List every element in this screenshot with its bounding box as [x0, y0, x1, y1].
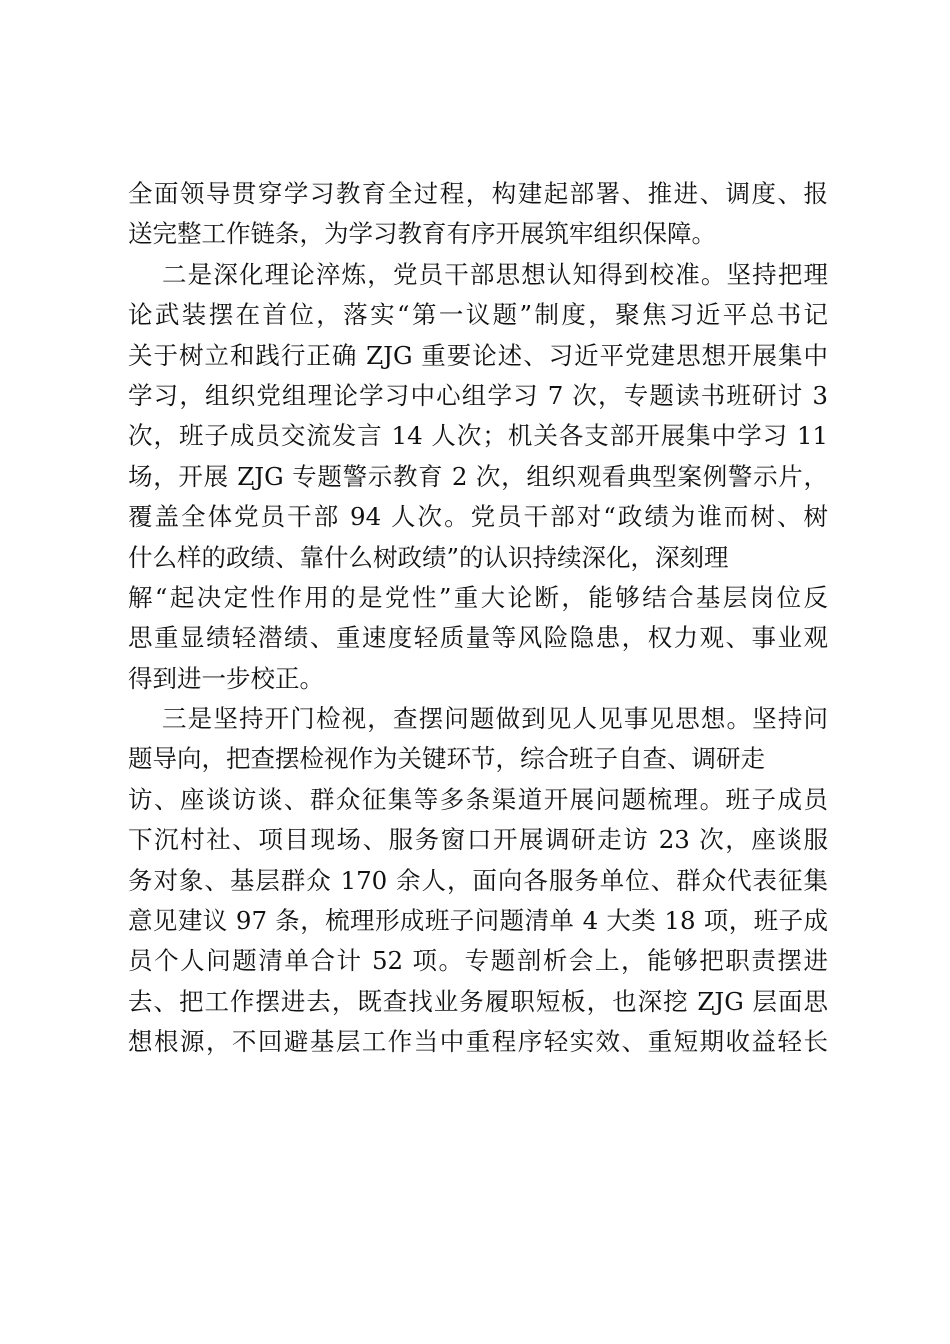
- text-line: 论武装摆在首位，落实“第一议题”制度，聚焦习近平总书记: [128, 300, 828, 330]
- text-line: 解“起决定性作用的是党性”重大论断，能够结合基层岗位反: [128, 582, 828, 612]
- text-line: 关于树立和践行正确 ZJG 重要论述、习近平党建思想开展集中: [128, 340, 828, 370]
- text-line: 全面领导贯穿学习教育全过程，构建起部署、推进、调度、报: [128, 179, 828, 208]
- text-line: 员个人问题清单合计 52 项。专题剖析会上，能够把职责摆进: [128, 946, 828, 976]
- paragraph-first-line: 三是坚持开门检视，查摆问题做到见人见事见思想。坚持问: [162, 704, 828, 734]
- text-line: 思重显绩轻潜绩、重速度轻质量等风险隐患，权力观、事业观: [128, 623, 828, 653]
- text-line: 送完整工作链条，为学习教育有序开展筑牢组织保障。: [128, 219, 716, 249]
- text-line: 场，开展 ZJG 专题警示教育 2 次，组织观看典型案例警示片，: [128, 461, 828, 491]
- paragraph-first-line: 二是深化理论淬炼，党员干部思想认知得到校准。坚持把理: [162, 259, 828, 289]
- text-line: 下沉村社、项目现场、服务窗口开展调研走访 23 次，座谈服: [128, 825, 828, 855]
- text-line: 什么样的政绩、靠什么树政绩”的认识持续深化，深刻理: [128, 542, 729, 572]
- text-line: 务对象、基层群众 170 余人，面向各服务单位、群众代表征集: [128, 865, 828, 895]
- text-line: 去、把工作摆进去，既查找业务履职短板，也深挖 ZJG 层面思: [128, 986, 828, 1016]
- text-line: 得到进一步校正。: [128, 663, 324, 693]
- text-line: 学习，组织党组理论学习中心组学习 7 次，专题读书班研讨 3: [128, 380, 828, 410]
- document-body: [128, 174, 828, 1063]
- text-line: 意见建议 97 条，梳理形成班子问题清单 4 大类 18 项，班子成: [128, 906, 828, 936]
- text-line: 次，班子成员交流发言 14 人次；机关各支部开展集中学习 11: [128, 421, 828, 451]
- text-line: 想根源，不回避基层工作当中重程序轻实效、重短期收益轻长: [128, 1027, 828, 1057]
- text-line: 题导向，把查摆检视作为关键环节，综合班子自查、调研走: [128, 744, 765, 774]
- text-line: 访、座谈访谈、群众征集等多条渠道开展问题梳理。班子成员: [128, 784, 828, 814]
- text-line: 覆盖全体党员干部 94 人次。党员干部对“政绩为谁而树、树: [128, 502, 828, 532]
